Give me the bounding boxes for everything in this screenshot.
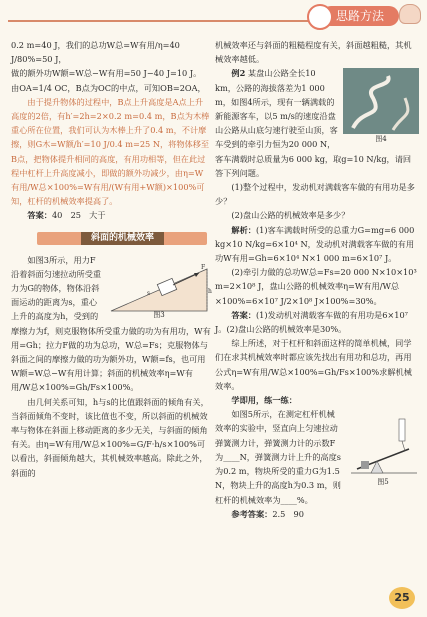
example-label: 例2 bbox=[231, 68, 246, 79]
left-para-2: 做的额外功W额=W总−W有用=50 J−40 J=10 J。 bbox=[11, 68, 202, 79]
figure-3 bbox=[107, 255, 211, 321]
figure-5 bbox=[347, 409, 419, 487]
mascot-icon bbox=[399, 4, 421, 24]
page-header bbox=[0, 0, 427, 30]
figure-3-caption: 图3 bbox=[153, 311, 165, 320]
reference-text: 2.5 90 bbox=[272, 508, 304, 519]
header-rule bbox=[8, 20, 308, 22]
svg-text:s: s bbox=[147, 289, 151, 297]
reference-answer bbox=[215, 507, 419, 521]
left-para-5: 如图3所示，用力F沿着斜面匀速拉动所受重力为G的物体，物体沿斜面运动的距离为s，重心上升的高度为h，受到的摩擦力为f，则克服物体所受重力做的功为有用功，W有用=Gh；拉力F做的功为总功，W总=Fs；克服物体与斜面之间的摩擦力做的功为额外功，W额=fs，也可用W额=W总−W有用计算；斜面的机械效率η=W有用/W总×100%=Gh/Fs×100%。 bbox=[11, 254, 211, 393]
section-title: 斜面的机械效率 bbox=[81, 232, 164, 245]
svg-text:h: h bbox=[208, 287, 212, 295]
question-2: (2)盘山公路的机械效率是多少？ bbox=[231, 210, 350, 221]
page-number: 25 bbox=[389, 587, 415, 609]
badge-seal-icon bbox=[307, 4, 333, 30]
example-text: 某盘山公路全长10 km，公路的海拔落差为1 000 m，如图4所示，现有一辆满载的新能源客车，以5 m/s的速度沿盘山公路从山底匀速行驶至山顶，客车受到的牵引力恒为20 000 N，客车满载时总质量为6 000 kg，取g=10 N/kg，请回答下列问题。 bbox=[215, 68, 412, 178]
lever-diagram-icon bbox=[347, 409, 419, 479]
reference-label: 参考答案： bbox=[231, 508, 273, 519]
solution-2: (2)牵引力做的总功W总=Fs=20 000 N×10×10³ m=2×10⁸ J，盘山公路的机械效率η=W有用/W总×100%=6×10⁷ J/2×10⁸ J×100%=30%。 bbox=[215, 267, 417, 306]
figure-4-caption: 图4 bbox=[375, 135, 387, 144]
section-badge bbox=[321, 6, 399, 26]
left-para-3: 由OA=1/4 OC，B点为OC的中点，可知OB=2OA， bbox=[11, 82, 206, 93]
mountain-road-photo-icon bbox=[343, 68, 419, 134]
section-heading bbox=[11, 229, 211, 247]
question-1: (1)整个过程中，发动机对满载客车做的有用功是多少？ bbox=[215, 182, 415, 207]
solution-text-1: (1)客车满载时所受的总重力G=mg=6 000 kg×10 N/kg=6×10⁴ N，发动机对满载客车做的有用功W有用=Gh=6×10⁴ N×1 000 m=6×10⁷ J。 bbox=[215, 224, 415, 264]
summary: 综上所述，对于杠杆和斜面这样的简单机械，同学们在求其机械效率时都应该先找出有用功和总功，再用公式η=W有用/W总×100%=Gh/Fs×100%求解机械效率。 bbox=[215, 338, 412, 391]
left-para-1: 0.2 m=40 J，我们的总功W总=W有用/η=40 J/80%=50 J， bbox=[11, 40, 180, 65]
answer-text: 40 25 大于 bbox=[51, 210, 106, 221]
example-answer-text: (1)发动机对满载客车做的有用功是6×10⁷ J。(2)盘山公路的机械效率是30%。 bbox=[215, 309, 408, 335]
practice-label: 学即用，练一练： bbox=[231, 395, 297, 406]
example-answer-label: 答案： bbox=[231, 309, 256, 320]
solution-label: 解析： bbox=[231, 224, 256, 235]
figure-4 bbox=[343, 68, 419, 144]
left-column bbox=[11, 38, 211, 480]
solution-1 bbox=[215, 223, 419, 266]
right-para-1: 机械效率还与斜面的粗糙程度有关，斜面越粗糙，其机械效率越低。 bbox=[215, 40, 412, 65]
answer-label: 答案： bbox=[27, 210, 52, 221]
right-column bbox=[215, 38, 419, 521]
badge-text: 思路方法 bbox=[335, 9, 384, 23]
left-para-4: 由于提升物体的过程中，B点上升高度是A点上升高度的2倍，有h′=2h=2×0.2 m=0.4 m，B点为木棒重心所在位置，我们可认为木棒上升了0.4 m，不计摩擦，则G木=W额/h′=10 J/0.4 m=25 N，将物体移至B点，把物体提升相同的高度，有用功相等，但在此过程中杠杆上升高度减小，即做的额外功减少，由η=W有用/W总×100%=W有用/(W有用+W额)×100%可知，杠杆的机械效率提高了。 bbox=[11, 96, 210, 207]
figure-5-caption: 图5 bbox=[377, 478, 389, 487]
practice-text: 如图5所示，在测定杠杆机械效率的实验中，竖直向上匀速拉动弹簧测力计，弹簧测力计的示数F为____N，弹簧测力计上升的高度s为0.2 m，物块所受的重力G为1.5 N，物块上升的高度h为0.3 m，则杠杆的机械效率为____%。 bbox=[215, 409, 341, 505]
example-answer bbox=[215, 308, 419, 336]
left-answer bbox=[11, 208, 211, 222]
left-para-6: 由几何关系可知，h与s的比值跟斜面的倾角有关，当斜面倾角不变时，该比值也不变，所以斜面的机械效率与物体在斜面上移动距离的多少无关，与斜面的倾角有关。由η=W有用/W总×100%=G/F·h/s×100%可以看出，斜面倾角越大，其机械效率越高。除此之外，斜面的 bbox=[11, 396, 209, 478]
incline-diagram-icon bbox=[107, 255, 211, 315]
svg-text:F: F bbox=[201, 263, 206, 271]
